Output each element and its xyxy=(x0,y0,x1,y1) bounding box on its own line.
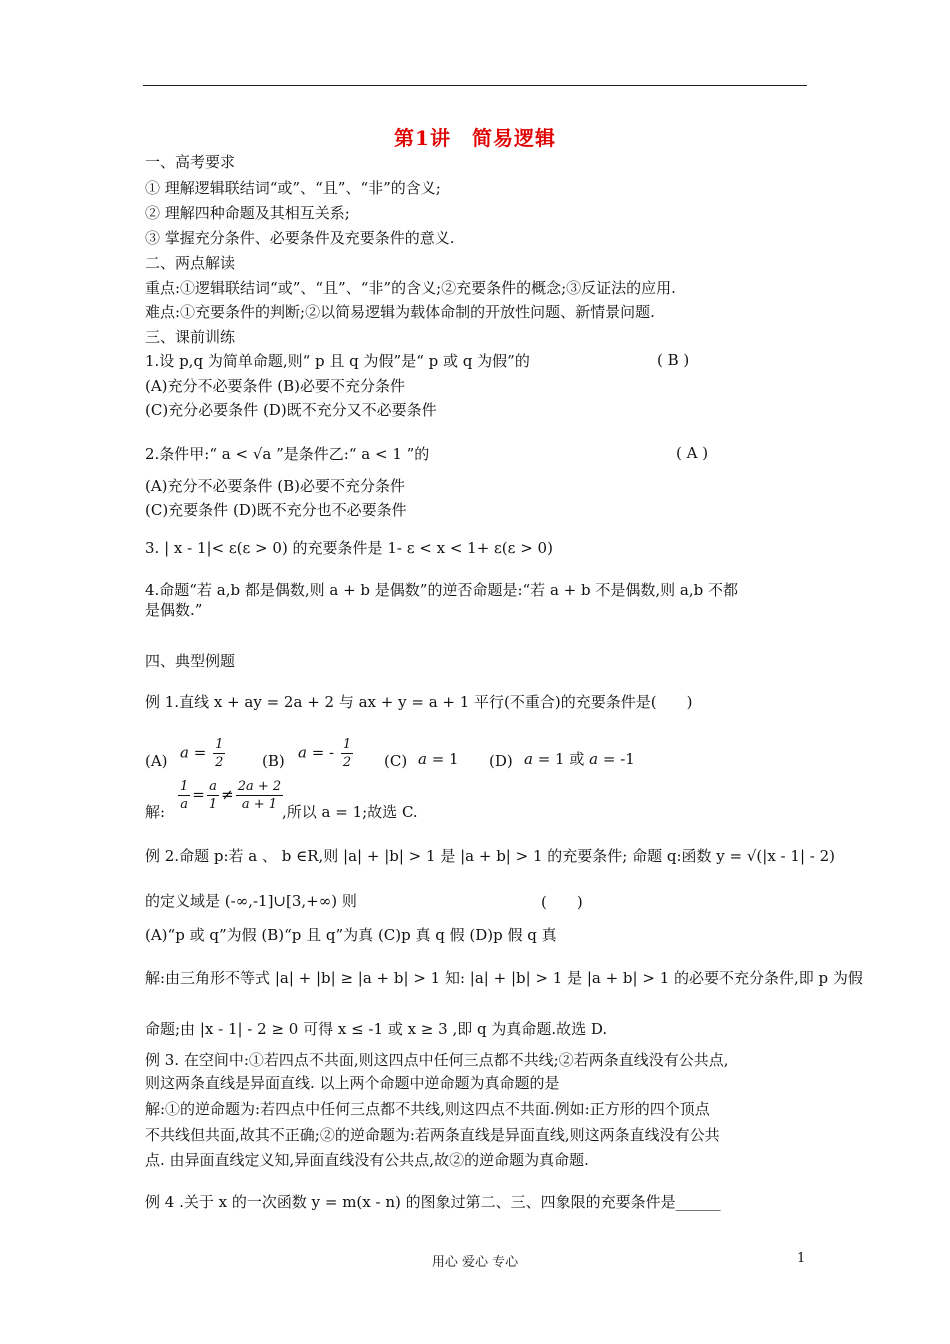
example-1-option-a-label: (A) xyxy=(145,752,168,770)
question-1: 1.设 p,q 为简单命题,则“ p 且 q 为假”是“ p 或 q 为假”的 xyxy=(145,352,530,370)
example-3: 例 3. 在空间中:①若四点不共面,则这四点中任何三点都不共线;②若两条直线没有公共点, xyxy=(145,1051,729,1069)
page-footer: 用心 爱心 专心 xyxy=(431,1255,519,1270)
question-1-options: (C)充分必要条件 (D)既不充分又不必要条件 xyxy=(145,401,437,419)
example-3-cont: 则这两条直线是异面直线. 以上两个命题中逆命题为真命题的是 xyxy=(145,1074,560,1092)
example-2-cont: 的定义域是 (-∞,-1]∪[3,+∞) 则 xyxy=(145,892,357,910)
example-1-option-d: a = 1 或 a = -1 xyxy=(524,750,635,768)
question-2-answer: ( A ) xyxy=(676,444,709,462)
requirement-item: ③ 掌握充分条件、必要条件及充要条件的意义. xyxy=(145,229,455,247)
example-1-solution-formula: $\frac{1}{a}$ = $\frac{a}{1}$ ≠ $\frac{2a + 2}{a + 1}$ xyxy=(180,779,282,812)
example-1-option-a: a = $\frac{1}{2}$ xyxy=(180,737,224,770)
example-2-solution-cont: 命题;由 |x - 1| - 2 ≥ 0 可得 x ≤ -1 或 x ≥ 3 ,即 q 为真命题.故选 D. xyxy=(145,1020,608,1038)
example-1-solution-label: 解: xyxy=(145,803,166,821)
section-heading: 四、典型例题 xyxy=(145,652,236,670)
example-1-option-c: a = 1 xyxy=(418,750,459,768)
example-3-solution-cont: 点. 由异面直线定义知,异面直线没有公共点,故②的逆命题为真命题. xyxy=(145,1151,589,1169)
example-2-options: (A)“p 或 q”为假 (B)“p 且 q”为真 (C)p 真 q 假 (D)p 假 q 真 xyxy=(145,926,557,944)
example-2-answer-blank: ( ) xyxy=(541,893,583,911)
question-4-cont: 是偶数.” xyxy=(145,601,203,619)
question-1-options: (A)充分不必要条件 (B)必要不充分条件 xyxy=(145,377,406,395)
requirement-item: ② 理解四种命题及其相互关系; xyxy=(145,204,350,222)
example-1-option-d-label: (D) xyxy=(489,752,513,770)
page-number: 1 xyxy=(797,1251,806,1266)
section-heading: 二、两点解读 xyxy=(145,254,236,272)
difficult-points: 难点:①充要条件的判断;②以简易逻辑为载体命制的开放性问题、新情景问题. xyxy=(145,303,655,321)
example-1: 例 1.直线 x + ay = 2a + 2 与 ax + y = a + 1 平行(不重合)的充要条件是( ) xyxy=(145,693,693,711)
question-2: 2.条件甲:“ a < √a ”是条件乙:“ a < 1 ”的 xyxy=(145,445,430,463)
question-2-options: (A)充分不必要条件 (B)必要不充分条件 xyxy=(145,477,406,495)
example-4: 例 4 .关于 x 的一次函数 y = m(x - n) 的图象过第二、三、四象限的充要条件是______ xyxy=(145,1193,721,1211)
header-rule xyxy=(143,85,807,86)
example-1-option-b: a = - $\frac{1}{2}$ xyxy=(298,737,352,770)
example-1-option-b-label: (B) xyxy=(262,752,285,770)
section-heading: 一、高考要求 xyxy=(145,153,236,171)
key-points: 重点:①逻辑联结词“或”、“且”、“非”的含义;②充要条件的概念;③反证法的应用. xyxy=(145,279,676,297)
question-4: 4.命题“若 a,b 都是偶数,则 a + b 是偶数”的逆否命题是:“若 a + b 不是偶数,则 a,b 不都 xyxy=(145,581,738,599)
example-2-solution: 解:由三角形不等式 |a| + |b| ≥ |a + b| > 1 知: |a| + |b| > 1 是 |a + b| > 1 的必要不充分条件,即 p 为假 xyxy=(145,969,863,987)
question-1-answer: ( B ) xyxy=(657,351,690,369)
question-3: 3. | x - 1|< ε(ε > 0) 的充要条件是 1- ε < x < 1+ ε(ε > 0) xyxy=(145,539,553,557)
requirement-item: ① 理解逻辑联结词“或”、“且”、“非”的含义; xyxy=(145,179,441,197)
example-2: 例 2.命题 p:若 a 、 b ∈R,则 |a| + |b| > 1 是 |a + b| > 1 的充要条件; 命题 q:函数 y = √(|x - 1| - 2) xyxy=(145,847,835,865)
question-2-options: (C)充要条件 (D)既不充分也不必要条件 xyxy=(145,501,407,519)
example-1-solution-conclusion: ,所以 a = 1;故选 C. xyxy=(282,803,418,821)
example-3-solution: 解:①的逆命题为:若四点中任何三点都不共线,则这四点不共面.例如:正方形的四个顶点 xyxy=(145,1100,710,1118)
page-title: 第1讲 简易逻辑 xyxy=(394,126,556,150)
example-3-solution-cont: 不共线但共面,故其不正确;②的逆命题为:若两条直线是异面直线,则这两条直线没有公共 xyxy=(145,1126,720,1144)
section-heading: 三、课前训练 xyxy=(145,328,236,346)
example-1-option-c-label: (C) xyxy=(384,752,408,770)
